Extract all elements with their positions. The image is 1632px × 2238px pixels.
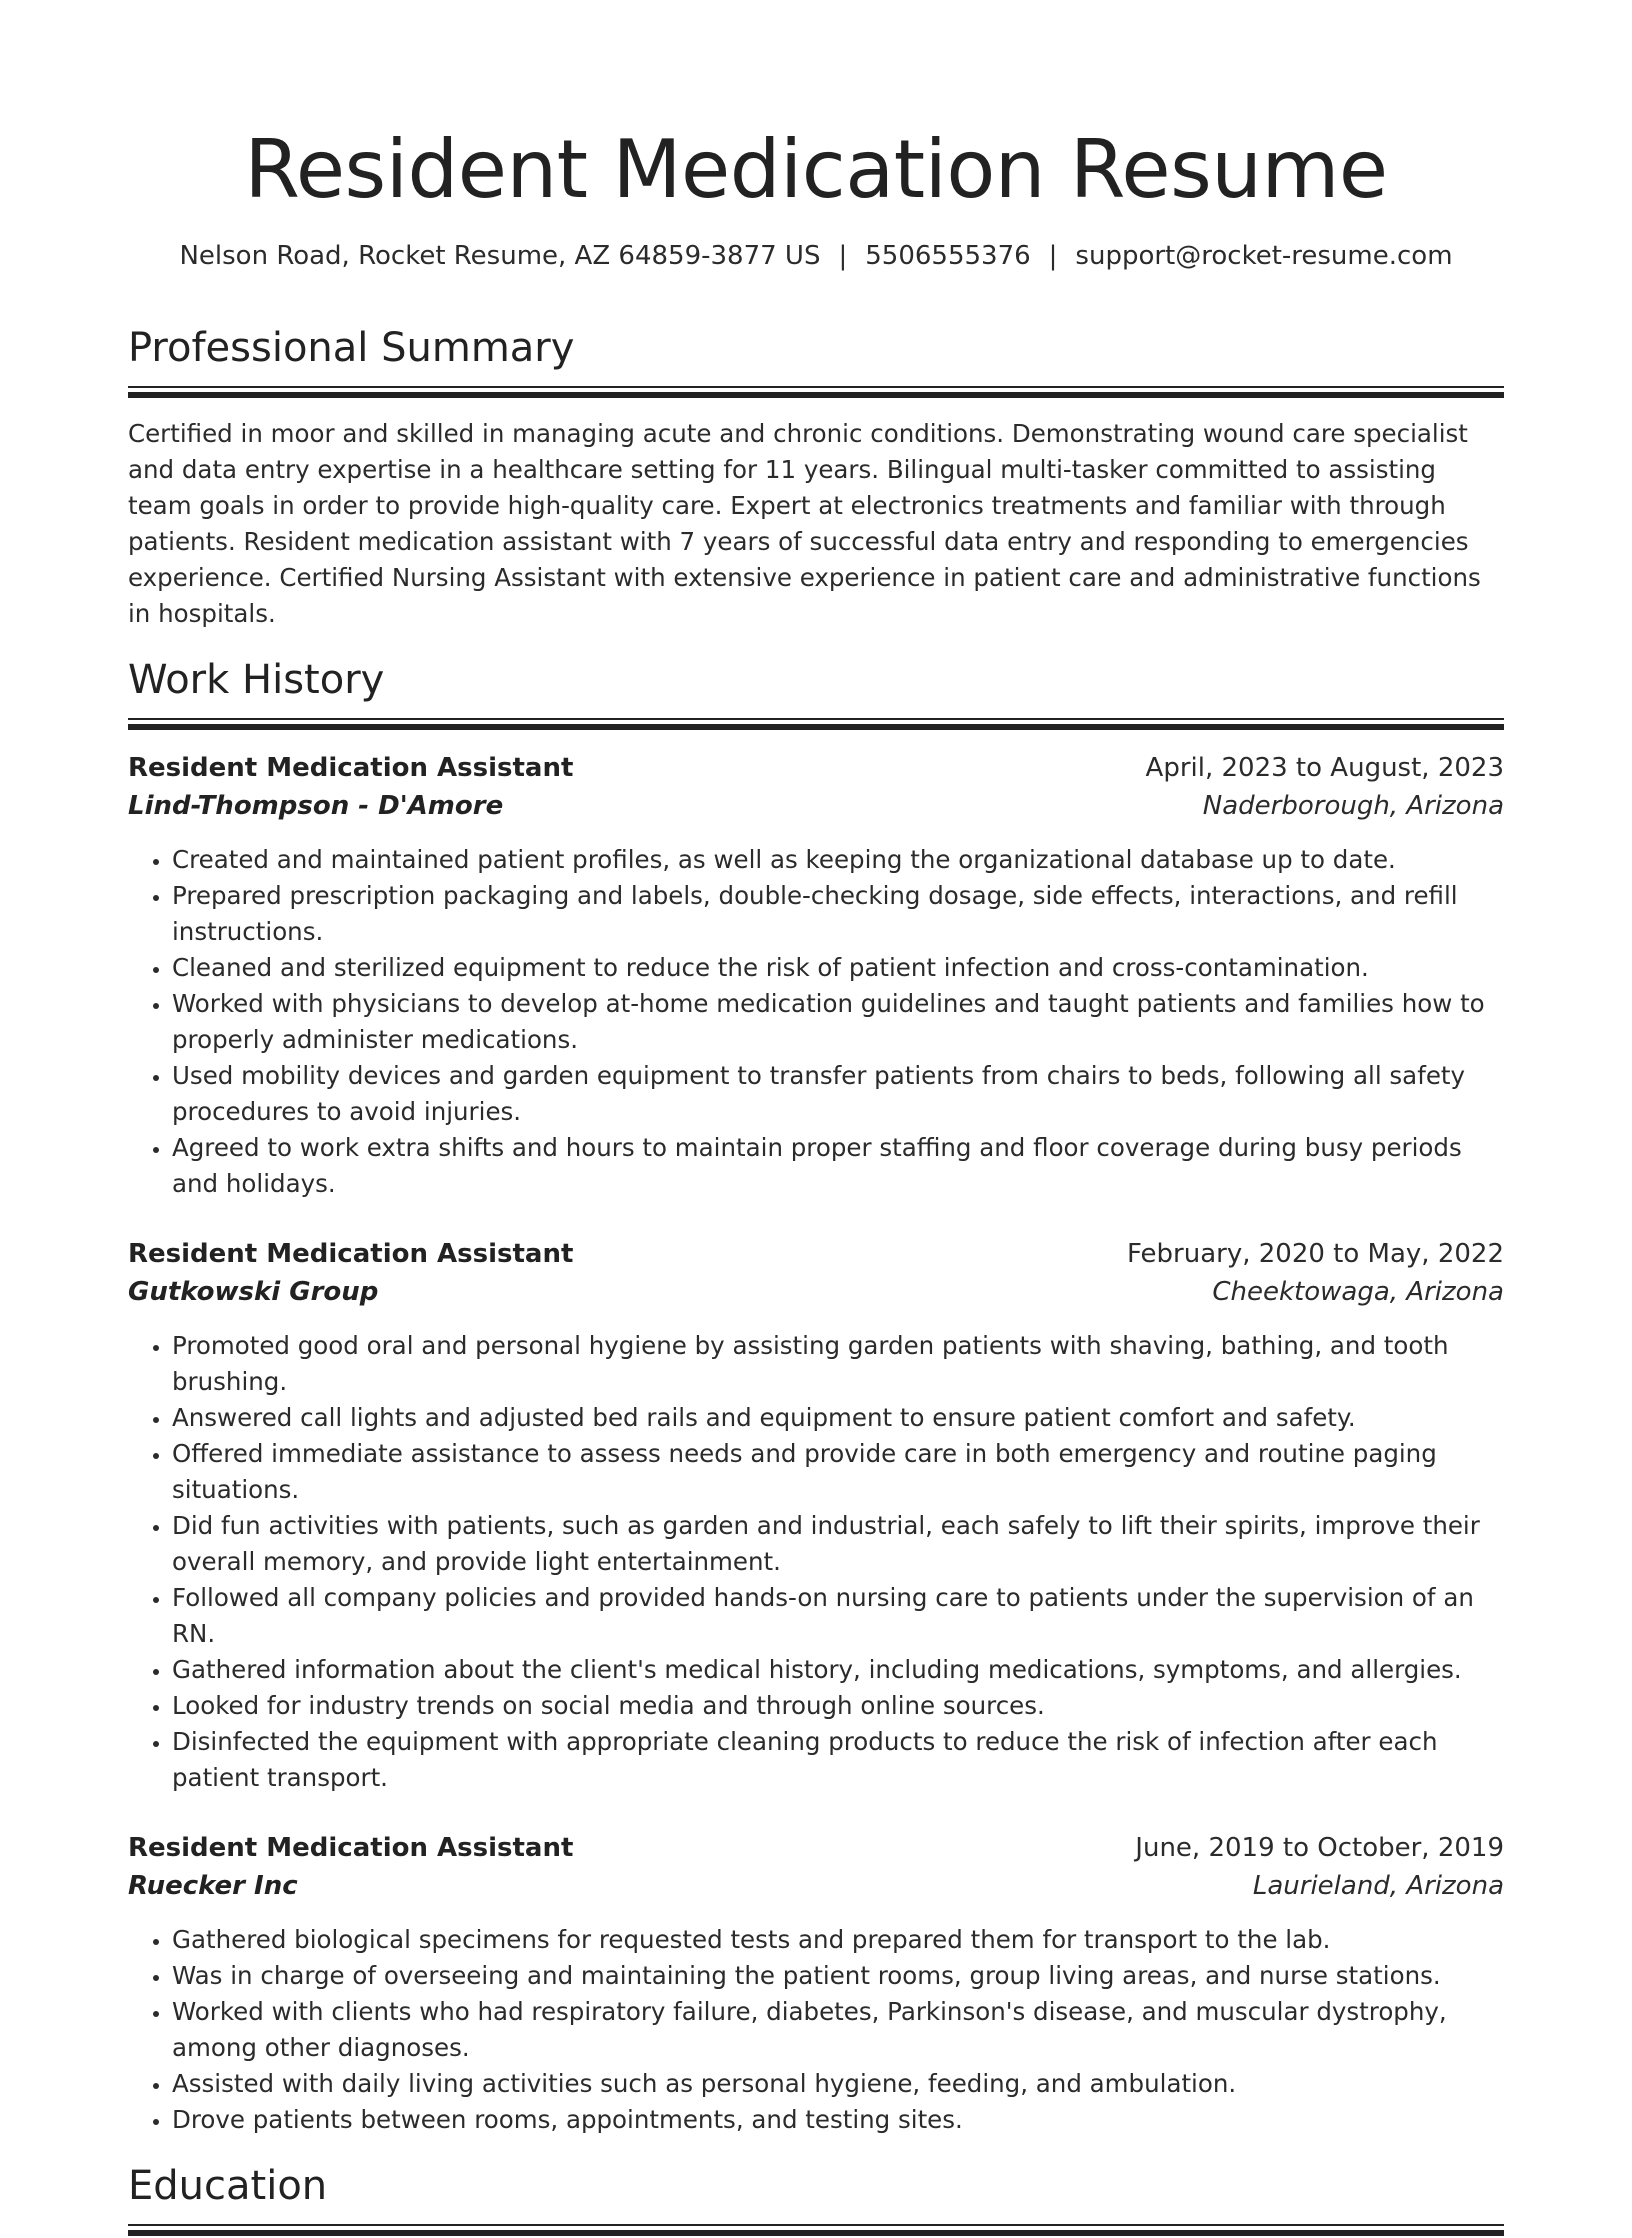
job-bullet: • Gathered biological specimens for requested tests and prepared them for transport to the lab. xyxy=(172,1922,1504,1958)
job-bullet: • Drove patients between rooms, appointments, and testing sites. xyxy=(172,2102,1504,2138)
job-location: Laurieland, Arizona xyxy=(1252,1871,1504,1901)
summary-text: Certified in moor and skilled in managing acute and chronic conditions. Demonstrating wound care specialist and data entry expertise in a healthcare setting for 11 years. Bilingual multi-tasker committed to assisting team goals in order to provide high-quality care. Expert at electronics treatments and familiar with through patients. Resident medication assistant with 7 years of successful data entry and responding to emergencies experience. Certified Nursing Assistant with extensive experience in patient care and administrative functions in hospitals. xyxy=(128,419,1481,628)
work-section-header xyxy=(128,656,1504,732)
contact-address: Nelson Road, Rocket Resume, AZ 64859-3877 US xyxy=(179,241,821,271)
job-bullet: • Followed all company policies and provided hands-on nursing care to patients under the supervision of an RN. xyxy=(172,1580,1504,1652)
job-bullet-list xyxy=(128,842,1504,1202)
section-divider xyxy=(128,718,1504,732)
job-company: Ruecker Inc xyxy=(128,1871,298,1901)
job-subheader-row xyxy=(128,786,1504,826)
job-bullet: • Was in charge of overseeing and maintaining the patient rooms, group living areas, and nurse stations. xyxy=(172,1958,1504,1994)
job-entry xyxy=(128,1236,1504,1796)
section-divider xyxy=(128,2224,1504,2238)
job-location: Cheektowaga, Arizona xyxy=(1212,1277,1504,1307)
contact-separator: | xyxy=(838,241,848,271)
job-dates: April, 2023 to August, 2023 xyxy=(1145,753,1504,783)
resume-title: Resident Medication Resume xyxy=(244,123,1388,216)
summary-heading: Professional Summary xyxy=(128,325,575,371)
job-bullet: • Used mobility devices and garden equipment to transfer patients from chairs to beds, following all safety procedures to avoid injuries. xyxy=(172,1058,1504,1130)
job-bullet: • Answered call lights and adjusted bed rails and equipment to ensure patient comfort and safety. xyxy=(172,1400,1504,1436)
job-bullet: • Gathered information about the client's medical history, including medications, symptoms, and allergies. xyxy=(172,1652,1504,1688)
job-bullet: • Assisted with daily living activities such as personal hygiene, feeding, and ambulation. xyxy=(172,2066,1504,2102)
contact-phone: 5506555376 xyxy=(865,241,1031,271)
job-bullet: • Disinfected the equipment with appropriate cleaning products to reduce the risk of infection after each patient transport. xyxy=(172,1724,1504,1796)
job-bullet: • Offered immediate assistance to assess needs and provide care in both emergency and routine paging situations. xyxy=(172,1436,1504,1508)
job-subheader-row xyxy=(128,1272,1504,1312)
job-entry xyxy=(128,750,1504,1202)
job-header-row xyxy=(128,1236,1504,1272)
job-bullet: • Cleaned and sterilized equipment to reduce the risk of patient infection and cross-contamination. xyxy=(172,950,1504,986)
job-bullet: • Did fun activities with patients, such as garden and industrial, each safely to lift their spirits, improve their overall memory, and provide light entertainment. xyxy=(172,1508,1504,1580)
job-location: Naderborough, Arizona xyxy=(1202,791,1504,821)
section-divider xyxy=(128,386,1504,400)
job-title: Resident Medication Assistant xyxy=(128,1833,574,1863)
education-heading: Education xyxy=(128,2163,328,2209)
job-entry xyxy=(128,1830,1504,2138)
job-title: Resident Medication Assistant xyxy=(128,753,574,783)
job-title: Resident Medication Assistant xyxy=(128,1239,574,1269)
job-header-row xyxy=(128,750,1504,786)
summary-section-header xyxy=(128,324,1504,400)
job-bullet-list xyxy=(128,1922,1504,2138)
job-bullet: • Created and maintained patient profiles, as well as keeping the organizational database up to date. xyxy=(172,842,1504,878)
job-dates: June, 2019 to October, 2019 xyxy=(1135,1833,1504,1863)
contact-separator: | xyxy=(1048,241,1058,271)
job-bullet: • Worked with clients who had respiratory failure, diabetes, Parkinson's disease, and muscular dystrophy, among other diagnoses. xyxy=(172,1994,1504,2066)
education-section-header xyxy=(128,2162,1504,2238)
job-bullet: • Looked for industry trends on social media and through online sources. xyxy=(172,1688,1504,1724)
job-subheader-row xyxy=(128,1866,1504,1906)
job-bullet: • Prepared prescription packaging and labels, double-checking dosage, side effects, interactions, and refill instructions. xyxy=(172,878,1504,950)
job-company: Gutkowski Group xyxy=(128,1277,379,1307)
job-bullet-list xyxy=(128,1328,1504,1796)
job-dates: February, 2020 to May, 2022 xyxy=(1127,1239,1504,1269)
job-header-row xyxy=(128,1830,1504,1866)
contact-line xyxy=(128,238,1504,274)
job-company: Lind-Thompson - D'Amore xyxy=(128,791,504,821)
job-bullet: • Worked with physicians to develop at-home medication guidelines and taught patients and families how to properly administer medications. xyxy=(172,986,1504,1058)
job-bullet: • Agreed to work extra shifts and hours to maintain proper staffing and floor coverage during busy periods and holidays. xyxy=(172,1130,1504,1202)
work-heading: Work History xyxy=(128,657,385,703)
contact-email: support@rocket-resume.com xyxy=(1075,241,1453,271)
resume-page xyxy=(128,0,1504,2238)
job-bullet: • Promoted good oral and personal hygiene by assisting garden patients with shaving, bathing, and tooth brushing. xyxy=(172,1328,1504,1400)
